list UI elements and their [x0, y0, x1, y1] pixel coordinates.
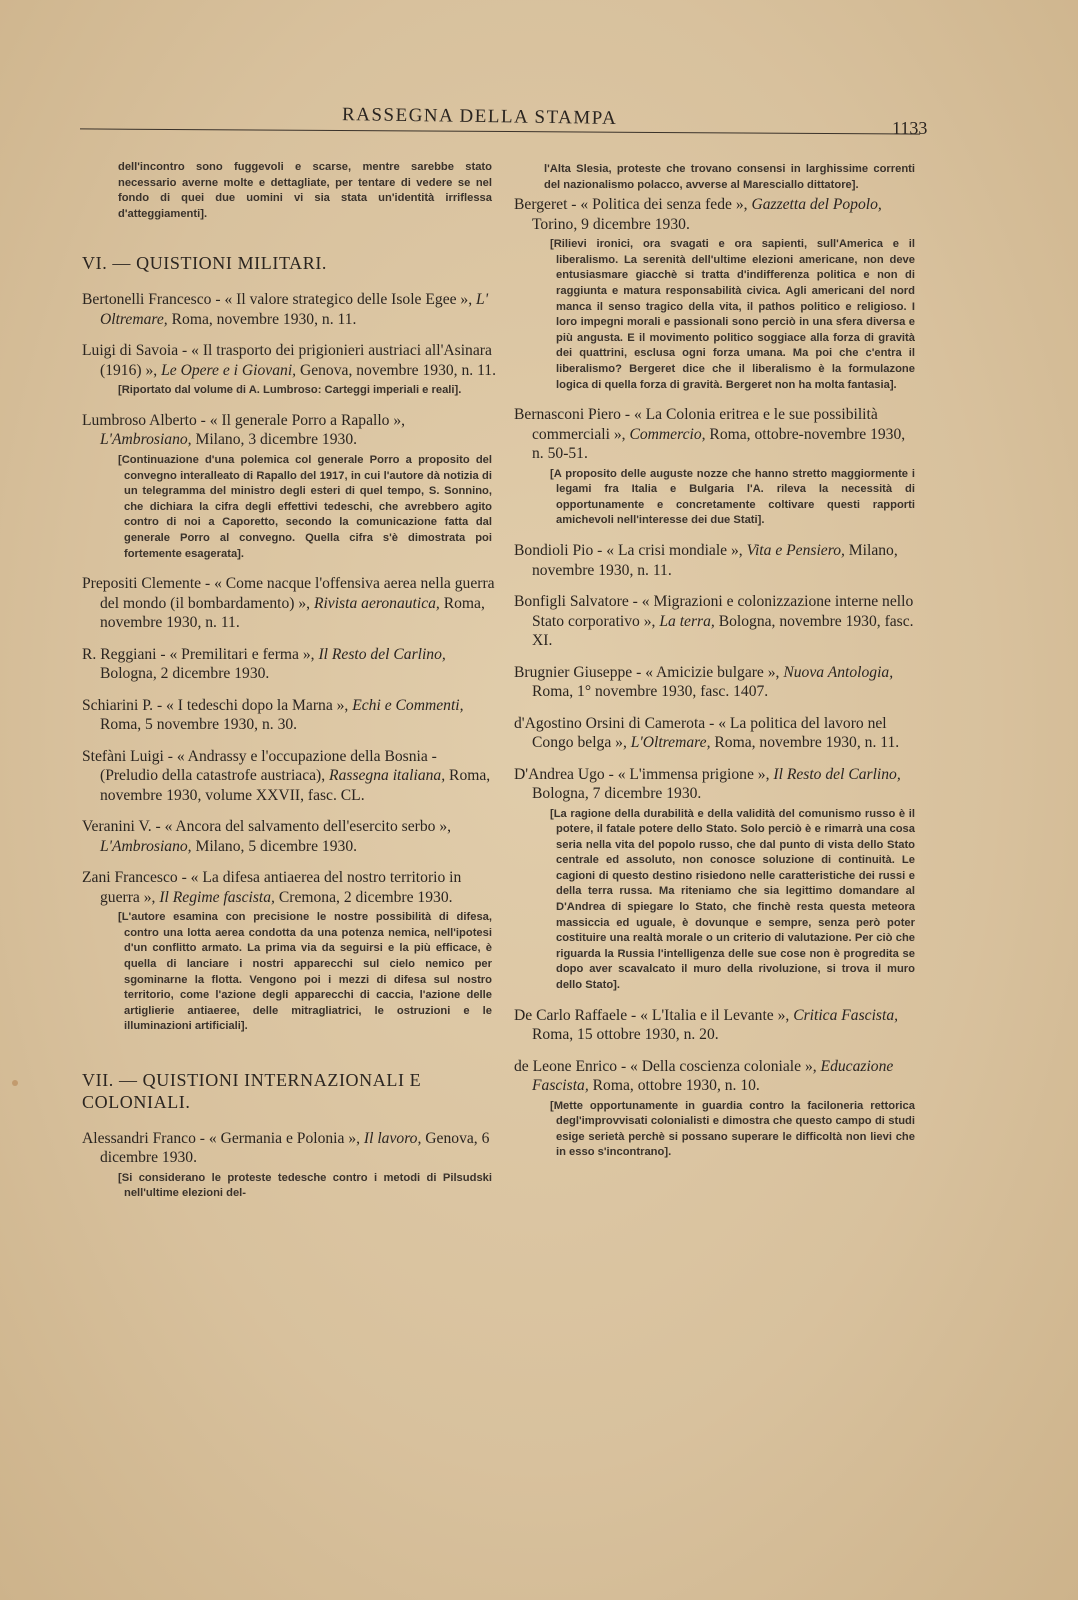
entry-publication-info: Bologna, novembre 1930, fasc. XI.	[532, 612, 914, 649]
right-entries	[514, 195, 919, 1161]
bibliography-entry	[82, 341, 496, 380]
entry-citation: D'Andrea Ugo - « L'immensa prigione »,	[514, 765, 774, 783]
bibliography-entry	[514, 541, 919, 580]
entry-citation: d'Agostino Orsini di Camerota - « La politica del lavoro nel Congo belga »,	[514, 714, 887, 751]
journal-title: Educazione Fascista,	[532, 1057, 894, 1095]
continuation-note: l'Alta Slesia, proteste che trovano consensi in larghissime correnti del nazionalismo polacco, avverse al Maresciallo dittatore].	[544, 163, 915, 191]
entry-note: [Continuazione d'una polemica col generale Porro a proposito del convegno interalleato di Rapallo del 1917, in cui l'autore dà notizia di un telegramma del ministro degli esteri di quel tempo, S. Sonnino, che dichiara la cifra degli effettivi tedeschi, che avrebbero agito contro di noi a Caporetto, secondo la comunicazione fatta dal generale Porro al convegno. Quella cifra s'è dimostrata poi fortemente esagerata].	[118, 453, 492, 560]
entry-citation: Bernasconi Piero - « La Colonia eritrea e le sue possibilità commerciali »,	[514, 406, 878, 443]
journal-title: Critica Fascista,	[793, 1006, 899, 1024]
entry-note: [Si considerano le proteste tedesche contro i metodi di Pilsudski nell'ultime elezioni del-	[118, 1171, 492, 1200]
header-rule	[80, 128, 920, 134]
entry-citation: Lumbroso Alberto - « Il generale Porro a Rapallo »,	[82, 411, 406, 429]
journal-title: L'Oltremare,	[630, 734, 711, 751]
journal-title: Rivista aeronautica,	[313, 594, 440, 612]
entry-publication-info: Milano, novembre 1930, n. 11.	[532, 542, 898, 579]
entry-citation: Stefàni Luigi - « Andrassy e l'occupazione della Bosnia - (Preludio della catastrofe austriaca),	[82, 747, 437, 785]
entry-note: [La ragione della durabilità e della validità del comunismo russo è il potere, il fatale potere dello Stato. Solo perciò è e rimarrà una cosa seria nella vita del popolo russo, che dal punto di vista dello Stato centrale ed assoluto, non conosce soluzione di continuità. Le cagioni di questo destino risiedono nelle caratteristiche dei russi e della terra russa. Ma riteniamo che sia legittimo domandare al D'Andrea di spiegare lo Stato, che finchè resta questa meteora massiccia ed uguale, è dovunque e sempre, senza però poter costituire una realtà morale o un criterio di valutazione. Per ciò che riguarda la Russia l'intelligenza delle sue cose non è progredita se dopo aver scavalcato il muro della rivoluzione, si trova il muro dello Stato].	[550, 807, 915, 992]
journal-title: Il lavoro,	[363, 1129, 422, 1147]
journal-title: L' Oltremare,	[100, 291, 489, 328]
journal-title: Le Opere e i Giovani,	[161, 361, 297, 379]
journal-title: Il Resto del Carlino,	[773, 765, 901, 783]
entry-citation: Alessandri Franco - « Germania e Polonia »,	[82, 1129, 364, 1147]
entry-note: [Rilievi ironici, ora svagati e ora sapienti, sull'America e il liberalismo. La serenità dell'ultime elezioni americane, non deve entusiasmare giacchè si tratta d'indifferenza politica e non di raggiunta e matura responsabilità civica. Agli americani del nord manca il senso tragico della vita, il pathos politico e religioso. I loro impegni morali e passionali sono perciò in una sfera diversa e più angusta. E il movimento politico soggiace alla forza di gravità dei quattrini, esclusa ogni forza umana. Ma poi che c'entra il liberalismo? Bergeret dice che il liberalismo è la formulazone logica di quella forza di gravità. Bergeret non ha molta fantasia].	[550, 238, 915, 391]
bibliography-entry	[514, 405, 919, 464]
entry-note: [A proposito delle auguste nozze che hanno stretto maggiormente i legami fra Italia e Bulgaria l'A. rileva la necessità di opportunamente e concretamente coltivare questi rapporti amichevoli nell'interesse dei due Stati].	[550, 467, 915, 527]
entry-note: [L'autore esamina con precisione le nostre possibilità di difesa, contro una lotta aerea condotta da una potenza nemica, nell'ipotesi d'un conflitto armato. La prima via da seguirsi e la più efficace, è quella di lanciare i nostri apparecchi sul cielo nemico per sgominarne la flotta. Vengono poi i mezzi di difesa sul nostro territorio, come l'azione degli apparecchi di caccia, l'azione delle artiglierie antiaeree, delle mitragliatrici, le ostruzioni e le illuminazioni artificiali].	[118, 911, 492, 1033]
bibliography-entry	[514, 1057, 919, 1096]
entry-publication-info: Roma, 15 ottobre 1930, n. 20.	[532, 1026, 719, 1044]
journal-title: Il Resto del Carlino,	[318, 645, 446, 663]
entry-citation: Luigi di Savoia - « Il trasporto dei prigionieri austriaci all'Asinara (1916) »,	[82, 342, 492, 379]
entry-publication-info: Roma, novembre 1930, n. 11.	[710, 734, 900, 751]
entry-citation: Schiarini P. - « I tedeschi dopo la Marna »,	[82, 696, 353, 714]
entry-publication-info: Roma, ottobre-novembre 1930, n. 50-51.	[532, 425, 906, 463]
journal-title: La terra,	[659, 612, 715, 630]
entry-publication-info: Genova, 6 dicembre 1930.	[100, 1129, 490, 1167]
entry-citation: Bertonelli Francesco - « Il valore strategico delle Isole Egee »,	[82, 291, 477, 309]
bibliography-entry	[514, 663, 919, 702]
international-entries	[82, 1129, 496, 1202]
entry-publication-info: Genova, novembre 1930, n. 11.	[296, 361, 496, 379]
bibliography-entry	[82, 696, 496, 735]
entry-citation: de Leone Enrico - « Della coscienza coloniale »,	[514, 1057, 821, 1075]
entry-publication-info: Cremona, 2 dicembre 1930.	[274, 888, 453, 906]
entry-citation: Brugnier Giuseppe - « Amicizie bulgare »,	[514, 663, 784, 681]
entry-publication-info: Roma, novembre 1930, n. 11.	[167, 310, 357, 328]
left-column	[82, 150, 496, 1204]
bibliography-entry	[514, 1006, 919, 1045]
entry-publication-info: Milano, 5 dicembre 1930.	[191, 837, 358, 855]
entry-publication-info: Roma, novembre 1930, n. 11.	[100, 594, 485, 632]
entry-note: [Riportato dal volume di A. Lumbroso: Carteggi imperiali e reali].	[118, 384, 462, 397]
entry-citation: Zani Francesco - « La difesa antiaerea del nostro territorio in guerra »,	[82, 869, 462, 906]
entry-publication-info: Torino, 9 dicembre 1930.	[532, 215, 690, 233]
entry-publication-info: Roma, novembre 1930, volume XXVII, fasc. CL.	[100, 767, 491, 804]
journal-title: Vita e Pensiero,	[746, 542, 845, 559]
page-number: 1133	[892, 118, 928, 138]
journal-title: Echi e Commenti,	[352, 696, 464, 714]
entry-publication-info: Bologna, 2 dicembre 1930.	[100, 665, 270, 683]
military-entries	[82, 290, 496, 1035]
bibliography-entry	[82, 290, 496, 329]
section-heading-international: VII. — QUISTIONI INTERNAZIONALI E COLONIALI.	[82, 1069, 422, 1112]
bibliography-entry	[514, 765, 919, 804]
running-title: RASSEGNA DELLA STAMPA	[341, 104, 618, 129]
continuation-note: dell'incontro sono fuggevoli e scarse, mentre sarebbe stato necessario averne molte e dettagliate, per tentare di vedere se nel fondo di quei due uomini vi sia stata un'identità irriflessa d'atteggiamenti].	[118, 161, 492, 220]
entry-citation: Bonfigli Salvatore - « Migrazioni e colonizzazione interne nello Stato corporativo »,	[514, 593, 914, 630]
entry-publication-info: Roma, 1° novembre 1930, fasc. 1407.	[532, 683, 769, 700]
entry-publication-info: Roma, ottobre 1930, n. 10.	[588, 1077, 760, 1095]
entry-citation: Bergeret - « Politica dei senza fede »,	[514, 196, 752, 214]
entry-citation: Prepositi Clemente - « Come nacque l'offensiva aerea nella guerra del mondo (il bombardamento) »,	[82, 575, 495, 612]
journal-title: Rassegna italiana,	[329, 767, 446, 785]
bibliography-entry	[514, 195, 919, 234]
entry-note: [Mette opportunamente in guardia contro la faciloneria rettorica degl'improvvisati colonialisti e dimostra che questo campo di studi esige serietà perchè si possano superare le difficoltà non lievi che in esso s'incontrano].	[550, 1099, 915, 1159]
running-head	[80, 98, 928, 138]
bibliography-entry	[82, 1129, 496, 1168]
journal-title: Commercio,	[629, 425, 706, 443]
journal-title: Nuova Antologia,	[783, 663, 894, 681]
journal-title: L'Ambrosiano,	[100, 431, 192, 449]
bibliography-entry	[514, 714, 919, 753]
entry-citation: De Carlo Raffaele - « L'Italia e il Levante »,	[514, 1006, 794, 1024]
right-column	[514, 150, 919, 1163]
bibliography-entry	[82, 645, 496, 684]
bibliography-entry	[82, 868, 496, 907]
entry-publication-info: Milano, 3 dicembre 1930.	[191, 431, 358, 449]
bibliography-entry	[82, 747, 496, 806]
bibliography-entry	[514, 592, 919, 651]
bibliography-entry	[82, 574, 496, 633]
paper-stain	[12, 1080, 18, 1086]
entry-citation: Veranini V. - « Ancora del salvamento dell'esercito serbo »,	[82, 818, 452, 836]
section-heading-military: VI. — QUISTIONI MILITARI.	[82, 253, 328, 274]
entry-citation: Bondioli Pio - « La crisi mondiale »,	[514, 542, 747, 559]
bibliography-entry	[82, 817, 496, 856]
journal-title: Gazzetta del Popolo,	[751, 196, 882, 214]
journal-title: L'Ambrosiano,	[100, 837, 192, 855]
entry-publication-info: Bologna, 7 dicembre 1930.	[532, 785, 702, 802]
journal-title: Il Regime fascista,	[159, 888, 275, 906]
bibliography-entry	[82, 411, 496, 450]
entry-citation: R. Reggiani - « Premilitari e ferma »,	[82, 645, 319, 663]
entry-publication-info: Roma, 5 novembre 1930, n. 30.	[100, 716, 298, 734]
